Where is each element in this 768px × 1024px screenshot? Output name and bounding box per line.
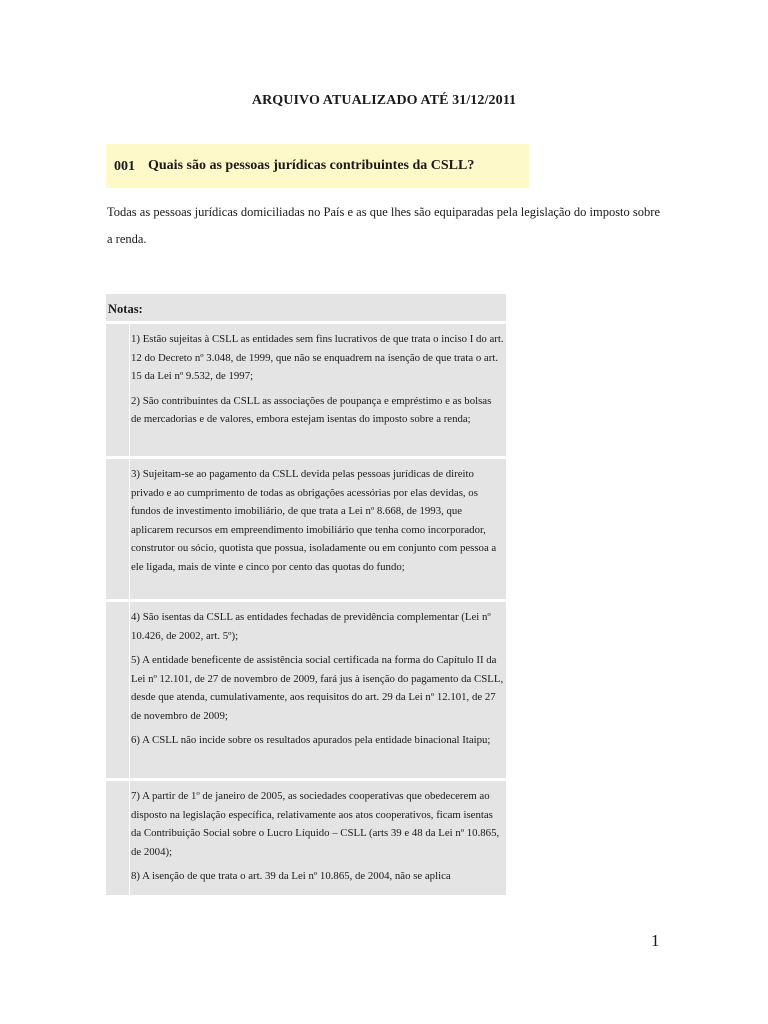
note-item-5: 5) A entidade beneficente de assistência social certificada na forma do Capítulo II da Lei nº 12.101, de 27 de novembro de 2009, fará jus à isenção do pagamento da CSLL, desde que atenda, cumulativamente, aos requisitos do art. 29 da Lei nº 12.101, de 27 de novembro de 2009; xyxy=(131,654,504,722)
document-header-title: ARQUIVO ATUALIZADO ATÉ 31/12/2011 xyxy=(251,93,517,108)
answer-paragraph: Todas as pessoas jurídicas domiciliadas no País e as que lhes são equiparadas pela legislação do imposto sobre a renda. xyxy=(107,205,660,246)
note-item-3: 3) Sujeitam-se ao pagamento da CSLL devida pelas pessoas jurídicas de direito privado e ao cumprimento de todas as obrigações acessórias por elas devidas, os fundos de investimento imobiliário, de que trata a Lei nº 8.668, de 1993, que aplicarem recursos em empreendimento imobiliário que tenha como incorporador, construtor ou sócio, quotista que possua, isoladamente ou em conjunto com pessoa a ele ligada, mais de vinte e cinco por cento das quotas do fundo; xyxy=(131,468,497,573)
notes-block-4 xyxy=(106,781,506,895)
notes-gutter xyxy=(106,602,130,778)
notes-block-2 xyxy=(106,459,506,599)
notes-heading: Notas: xyxy=(108,302,143,316)
question-number: 001 xyxy=(114,159,135,174)
note-item-4: 4) São isentas da CSLL as entidades fechadas de previdência complementar (Lei nº 10.426, de 2002, art. 5º); xyxy=(131,611,491,642)
notes-gutter xyxy=(106,459,130,599)
note-item-8: 8) A isenção de que trata o art. 39 da Lei nº 10.865, de 2004, não se aplica xyxy=(131,870,451,882)
notes-block-content xyxy=(131,608,504,756)
note-item-1: 1) Estão sujeitas à CSLL as entidades sem fins lucrativos de que trata o inciso I do art. 12 do Decreto nº 3.048, de 1999, que não se enquadrem na isenção de que trata o art. 15 da Lei nº 9.532, de 1997; xyxy=(131,333,504,382)
notes-block-content xyxy=(131,465,504,582)
page-number: 1 xyxy=(651,931,660,950)
note-item-6: 6) A CSLL não incide sobre os resultados apurados pela entidade binacional Itaipu; xyxy=(131,734,491,746)
notes-gutter xyxy=(106,324,130,456)
notes-block-3 xyxy=(106,602,506,778)
question-text: Quais são as pessoas jurídicas contribuintes da CSLL? xyxy=(148,158,475,173)
notes-block-1 xyxy=(106,324,506,456)
notes-heading-row xyxy=(106,294,506,321)
question-box xyxy=(106,144,529,188)
note-item-7: 7) A partir de 1º de janeiro de 2005, as sociedades cooperativas que obedecerem ao disposto na legislação específica, relativamente aos atos cooperativos, ficam isentas da Contribuição Social sobre o Lucro Líquido – CSLL (arts 39 e 48 da Lei nº 10.865, de 2004); xyxy=(131,790,500,858)
notes-gutter xyxy=(106,781,130,895)
note-item-2: 2) São contribuintes da CSLL as associações de poupança e empréstimo e as bolsas de mercadorias e de valores, embora estejam isentas do imposto sobre a renda; xyxy=(131,394,492,425)
notes-block-content xyxy=(131,330,504,435)
notes-block-content xyxy=(131,787,504,892)
